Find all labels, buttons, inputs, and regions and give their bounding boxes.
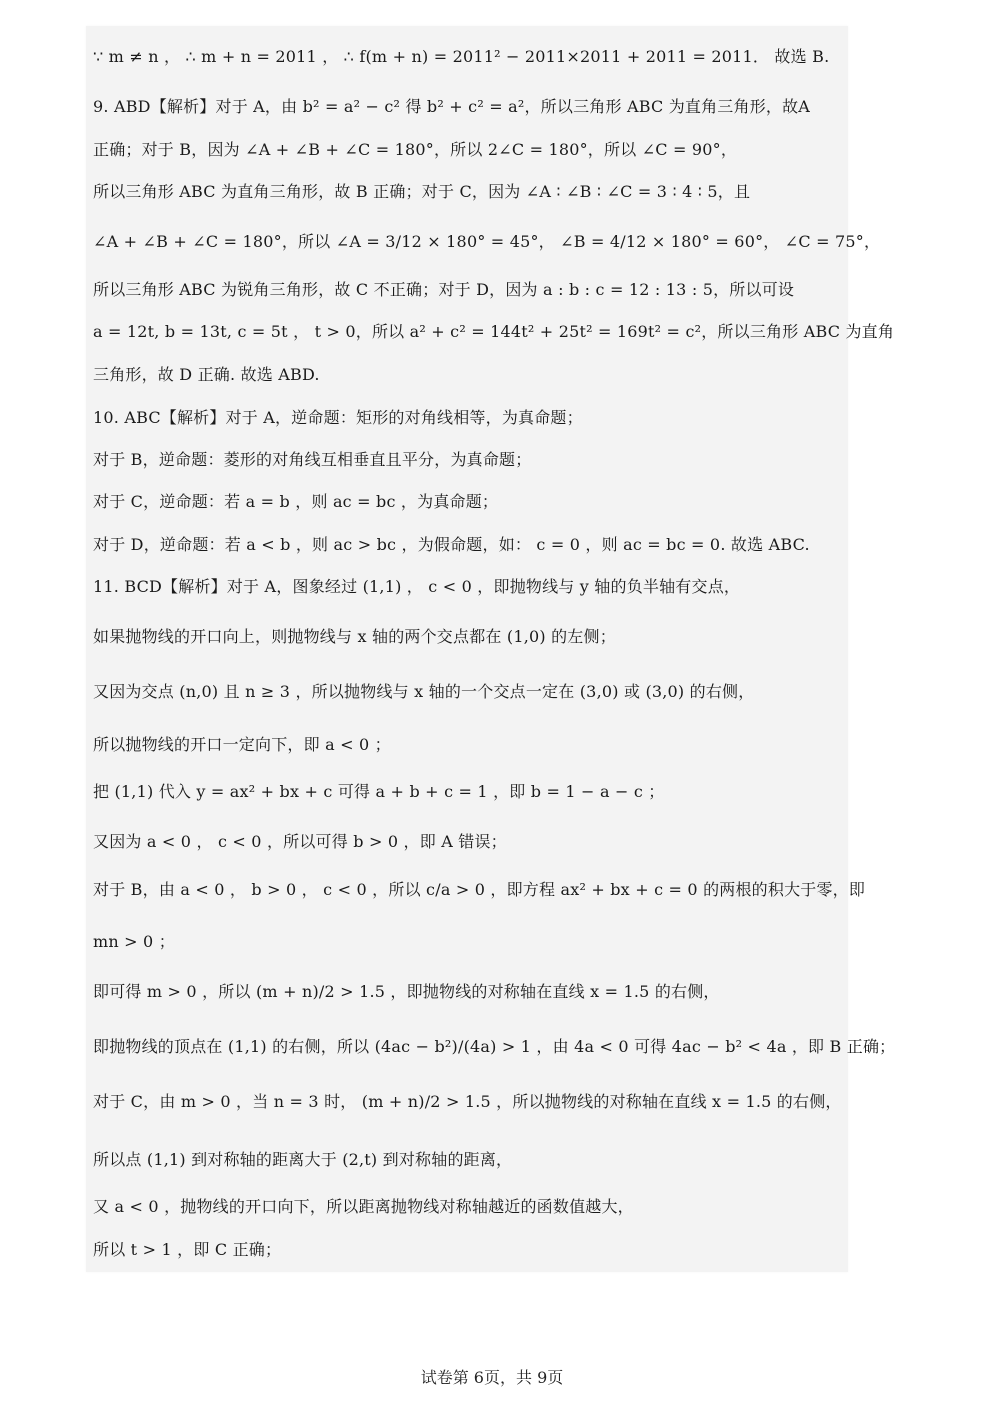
line-3: 正确；对于 B，因为 ∠A + ∠B + ∠C = 180°，所以 2∠C = 180°，所以 ∠C = 90°，	[93, 140, 738, 159]
line-13: 11. BCD【解析】对于 A，图象经过 (1,1) ， c < 0 ，即抛物线与 y 轴的负半轴有交点，	[93, 577, 741, 596]
line-6: 所以三角形 ABC 为锐角三角形，故 C 不正确；对于 D，因为 a : b : c = 12 : 13 : 5，所以可设	[93, 280, 795, 299]
line-5: ∠A + ∠B + ∠C = 180°，所以 ∠A = 3/12 × 180° = 45°， ∠B = 4/12 × 180° = 60°， ∠C = 75°，	[93, 232, 881, 251]
line-2: 9. ABD【解析】对于 A，由 b² = a² − c² 得 b² + c² = a²，所以三角形 ABC 为直角三角形，故A	[93, 97, 811, 116]
line-19: 对于 B，由 a < 0 ， b > 0 ， c < 0 ，所以 c/a > 0 ，即方程 ax² + bx + c = 0 的两根的积大于零，即	[93, 880, 866, 899]
line-11: 对于 C，逆命题：若 a = b ，则 ac = bc ，为真命题；	[93, 492, 499, 511]
line-20: mn > 0 ；	[93, 932, 175, 951]
line-25: 又 a < 0 ，抛物线的开口向下，所以距离抛物线对称轴越近的函数值越大，	[93, 1197, 634, 1216]
line-10: 对于 B，逆命题：菱形的对角线互相垂直且平分，为真命题；	[93, 450, 532, 469]
line-4: 所以三角形 ABC 为直角三角形，故 B 正确；对于 C，因为 ∠A ∶ ∠B ∶ ∠C = 3 ∶ 4 ∶ 5，且	[93, 182, 751, 201]
line-21: 即可得 m > 0 ，所以 (m + n)/2 > 1.5 ，即抛物线的对称轴在直线 x = 1.5 的右侧，	[93, 982, 720, 1001]
line-16: 所以抛物线的开口一定向下，即 a < 0 ；	[93, 735, 391, 754]
scanned-page	[86, 26, 848, 1272]
line-7: a = 12t, b = 13t, c = 5t ， t > 0，所以 a² + c² = 144t² + 25t² = 169t² = c²，所以三角形 ABC 为直角	[93, 322, 895, 341]
line-23: 对于 C，由 m > 0 ，当 n = 3 时， (m + n)/2 > 1.5 ，所以抛物线的对称轴在直线 x = 1.5 的右侧，	[93, 1092, 842, 1111]
page-footer: 试卷第 6页，共 9页	[420, 1368, 564, 1387]
line-14: 如果抛物线的开口向上，则抛物线与 x 轴的两个交点都在 (1,0) 的左侧；	[93, 627, 616, 646]
line-1: ∵ m ≠ n ， ∴ m + n = 2011 ， ∴ f(m + n) = 2011² − 2011×2011 + 2011 = 2011． 故选 B.	[93, 47, 830, 66]
line-18: 又因为 a < 0 ， c < 0 ，所以可得 b > 0 ，即 A 错误；	[93, 832, 507, 851]
line-15: 又因为交点 (n,0) 且 n ≥ 3 ，所以抛物线与 x 轴的一个交点一定在 (3,0) 或 (3,0) 的右侧，	[93, 682, 755, 701]
line-8: 三角形，故 D 正确. 故选 ABD.	[93, 365, 320, 384]
line-22: 即抛物线的顶点在 (1,1) 的右侧，所以 (4ac − b²)/(4a) > 1 ，由 4a < 0 可得 4ac − b² < 4a ，即 B 正确；	[93, 1037, 896, 1056]
line-17: 把 (1,1) 代入 y = ax² + bx + c 可得 a + b + c = 1 ，即 b = 1 − a − c ；	[93, 782, 665, 801]
line-12: 对于 D，逆命题：若 a < b ，则 ac > bc ，为假命题，如： c = 0 ，则 ac = bc = 0. 故选 ABC.	[93, 535, 810, 554]
line-26: 所以 t > 1 ，即 C 正确；	[93, 1240, 282, 1259]
line-24: 所以点 (1,1) 到对称轴的距离大于 (2,t) 到对称轴的距离，	[93, 1150, 513, 1169]
line-9: 10. ABC【解析】对于 A，逆命题：矩形的对角线相等，为真命题；	[93, 408, 583, 427]
